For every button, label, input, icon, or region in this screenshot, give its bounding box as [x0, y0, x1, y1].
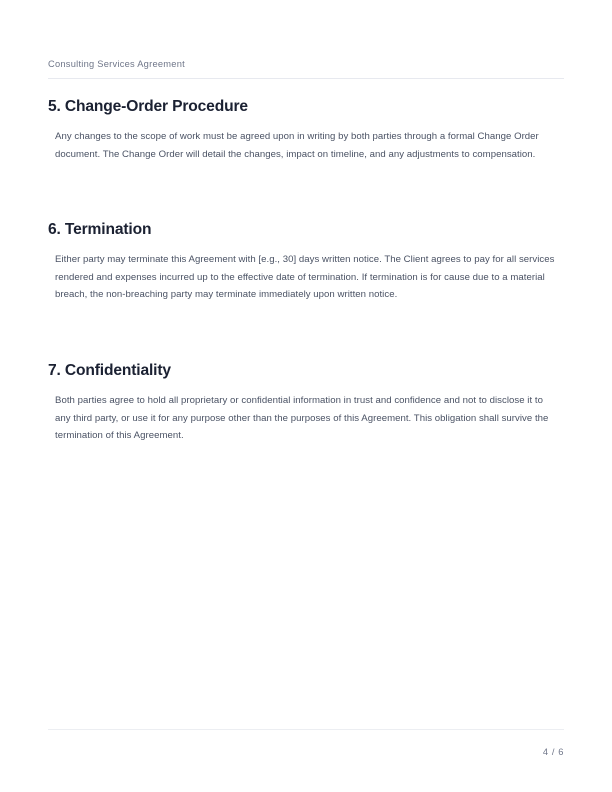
document-body	[48, 96, 564, 445]
section-termination	[48, 219, 564, 304]
section-heading: 7. Confidentiality	[48, 361, 171, 379]
running-header	[48, 58, 564, 71]
section-paragraph: Any changes to the scope of work must be agreed upon in writing by both parties through a formal Change Order document. The Change Order will detail the changes, impact on timeline, and any adjustments to compensation.	[55, 131, 539, 160]
section-paragraph: Both parties agree to hold all proprietary or confidential information in trust and confidence and not to disclose it to any third party, or use it for any purpose other than the purposes of this Agreement. This obligation shall survive the termination of this Agreement.	[55, 394, 549, 442]
section-paragraph: Either party may terminate this Agreement with [e.g., 30] days written notice. The Client agrees to pay for all services rendered and expenses incurred up to the effective date of termination. If termination is for cause due to a material breach, the non-breaching party may terminate immediately upon written notice.	[55, 254, 555, 301]
running-footer	[48, 742, 564, 760]
section-change-order-procedure	[48, 96, 564, 163]
document-title: Consulting Services Agreement	[48, 59, 185, 69]
section-heading: 6. Termination	[48, 221, 152, 239]
section-confidentiality	[48, 360, 564, 445]
section-heading: 5. Change-Order Procedure	[48, 98, 248, 115]
page-number: 4 / 6	[542, 747, 564, 757]
footer-divider	[48, 729, 564, 730]
header-divider	[48, 78, 564, 79]
